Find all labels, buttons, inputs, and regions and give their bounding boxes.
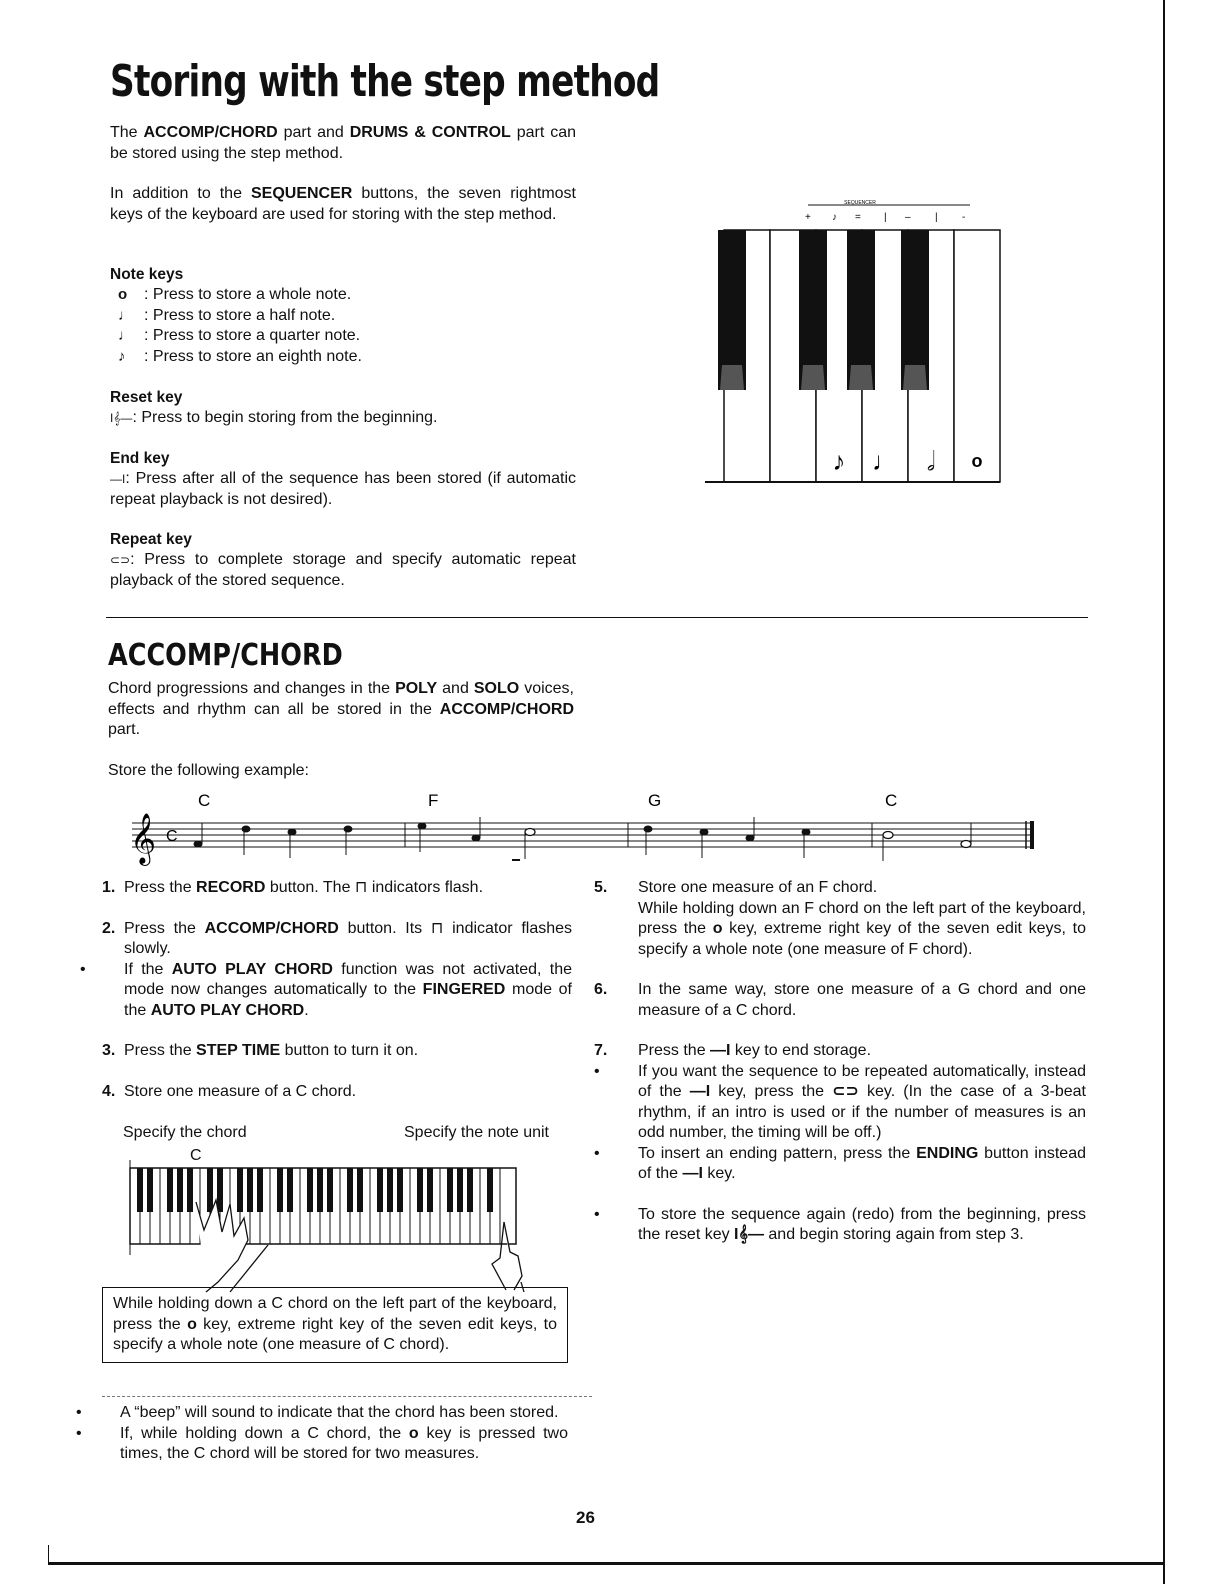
- repeat-icon: =: [855, 212, 861, 223]
- music-staff-example: [120, 785, 1040, 875]
- treble-clef-icon: 𝄞: [130, 814, 157, 863]
- section2-paragraph: Chord progressions and changes in the POLY and SOLO voices, effects and rhythm can all be stored in the ACCOMP/CHORD part.: [108, 680, 574, 738]
- chord-label-c2: C: [885, 791, 898, 810]
- whole-note-key-icon: o: [187, 1315, 197, 1333]
- note-key-eighth: ♪ : Press to store an eighth note.: [118, 347, 362, 368]
- half-note-icon: ♩: [118, 306, 133, 324]
- chord-c-label: C: [190, 1147, 202, 1164]
- end-key-icon: —I: [689, 1083, 711, 1100]
- beep-note: • A “beep” will sound to indicate that the chord has been stored.: [98, 1403, 568, 1424]
- step-3: 3. Press the STEP TIME button to turn it on.: [102, 1042, 419, 1059]
- page-title: Storing with the step method: [110, 56, 660, 107]
- page-border-left-tick: [48, 1545, 49, 1565]
- step-7-bullet-repeat: • If you want the sequence to be repeated automatically, instead of the —I key, press the ⊂⊃ key. (In the case of a 3-beat rhythm, if an intro is used or if the number of measures is an odd number, the timing will be off.): [616, 1062, 1086, 1144]
- chord-label-c: C: [198, 791, 211, 810]
- redo-note: • To store the sequence again (redo) from the beginning, press the reset key I𝄞— and begin storing again from step 3.: [616, 1205, 1086, 1246]
- step-7-bullet-ending: • To insert an ending pattern, press the ENDING button instead of the —I key.: [616, 1144, 1086, 1185]
- step-2: 2. Press the ACCOMP/CHORD button. Its ⊓ indicator flashes slowly.: [102, 919, 573, 957]
- sequencer-keyboard-figure: [700, 195, 1010, 495]
- steps-left-column: [102, 878, 572, 1102]
- eighth-note-icon: ♪: [118, 347, 126, 365]
- note-key-half: ♩ : Press to store a half note.: [118, 306, 362, 327]
- whole-note-icon: o: [118, 286, 128, 303]
- quarter-note-icon: ♩: [872, 446, 898, 476]
- step-4: 4. Store one measure of a C chord.: [102, 1082, 357, 1100]
- reset-icon: +: [805, 212, 811, 223]
- note-key-quarter: ♩ : Press to store a quarter note.: [118, 326, 362, 347]
- intro-paragraph-2: In addition to the SEQUENCER buttons, the seven rightmost keys of the keyboard are used for storing with the step method.: [110, 185, 576, 223]
- quarter-note-icon: ♩: [118, 327, 133, 344]
- reset-key-heading: Reset key: [110, 389, 183, 406]
- section-heading-accomp-chord: ACCOMP/CHORD: [108, 638, 343, 673]
- reset-key-icon: I𝄞—: [734, 1226, 764, 1243]
- step-1: 1. Press the RECORD button. The ⊓ indicators flash.: [102, 879, 484, 896]
- note-keys-list: [118, 285, 362, 367]
- end-key-icon: —I: [682, 1165, 703, 1182]
- specify-chord-label: Specify the chord: [123, 1124, 247, 1141]
- common-time-icon: C: [166, 828, 178, 845]
- chord-label-f: F: [428, 791, 439, 810]
- page-number: 26: [576, 1508, 595, 1527]
- quarter-icon: |: [884, 212, 887, 223]
- note-keys-heading: Note keys: [110, 266, 184, 283]
- sequencer-label: SEQUENCER: [844, 200, 876, 206]
- reset-icon: I𝄞—: [110, 411, 133, 425]
- page-border-bottom: [48, 1562, 1165, 1565]
- repeat-key-description: ⊂⊃: Press to complete storage and specify automatic repeat playback of the stored sequence.: [110, 551, 576, 589]
- note-key-whole: o : Press to store a whole note.: [118, 285, 362, 306]
- callout-box: While holding down a C chord on the left part of the keyboard, press the o key, extreme right key of the seven edit keys, to specify a whole note (one measure of C chord).: [102, 1287, 568, 1363]
- repeat-key-icon: ⊂⊃: [832, 1083, 859, 1100]
- whole-note-key-icon: o: [712, 920, 723, 937]
- intro-paragraph-1: The ACCOMP/CHORD part and DRUMS & CONTROL part can be stored using the step method.: [110, 124, 577, 162]
- indicator-icon: ⊓: [354, 879, 368, 896]
- repeat-key-heading: Repeat key: [110, 531, 192, 548]
- step-7: 7. Press the —I key to end storage.: [594, 1042, 872, 1059]
- step-6: 6. In the same way, store one measure of a G chord and one measure of a C chord.: [594, 981, 1086, 1019]
- end-key-heading: End key: [110, 450, 170, 467]
- page-border-right: [1163, 0, 1165, 1584]
- eighth-rest-icon: ♪: [832, 212, 837, 223]
- reset-key-description: I𝄞—: Press to begin storing from the beginning.: [110, 409, 438, 426]
- eighth-note-icon: ♪: [832, 446, 846, 476]
- end-icon: —I: [110, 472, 126, 486]
- hands-keyboard-illustration: [126, 1160, 526, 1295]
- chord-label-g: G: [648, 791, 662, 810]
- whole-icon: -: [962, 212, 966, 223]
- whole-note-key-icon: o: [408, 1424, 419, 1442]
- whole-note-icon: o: [971, 451, 983, 471]
- repeat-icon: ⊂⊃: [110, 553, 131, 567]
- example-label: Store the following example:: [108, 762, 309, 779]
- step-4-notes: [98, 1403, 568, 1465]
- steps-right-column: [594, 878, 1087, 1246]
- step-5: 5. Store one measure of an F chord. While holding down an F chord on the left part of the keyboard, press the o key, extreme right key of the seven edit keys, to specify a whole note (one measure of F chord).: [594, 879, 1086, 958]
- end-key-description: —I: Press after all of the sequence has been stored (if automatic repeat playback is not desired).: [110, 470, 576, 508]
- half-icon: |: [935, 212, 938, 223]
- half-note-icon: 𝅗𝅥: [926, 446, 936, 476]
- end-key-icon: —I: [710, 1042, 731, 1059]
- indicator-icon: ⊓: [430, 919, 444, 937]
- two-measures-note: • If, while holding down a C chord, the o key is pressed two times, the C chord will be stored for two measures.: [98, 1424, 568, 1465]
- specify-note-label: Specify the note unit: [404, 1124, 549, 1141]
- dashed-separator: [102, 1396, 592, 1397]
- section-divider: [106, 617, 1088, 618]
- step-2-bullet: • If the AUTO PLAY CHORD function was not activated, the mode now changes automatically to the FINGERED mode of the AUTO PLAY CHORD.: [102, 960, 572, 1022]
- white-key-whole: [954, 230, 1000, 482]
- end-icon: –: [905, 212, 911, 223]
